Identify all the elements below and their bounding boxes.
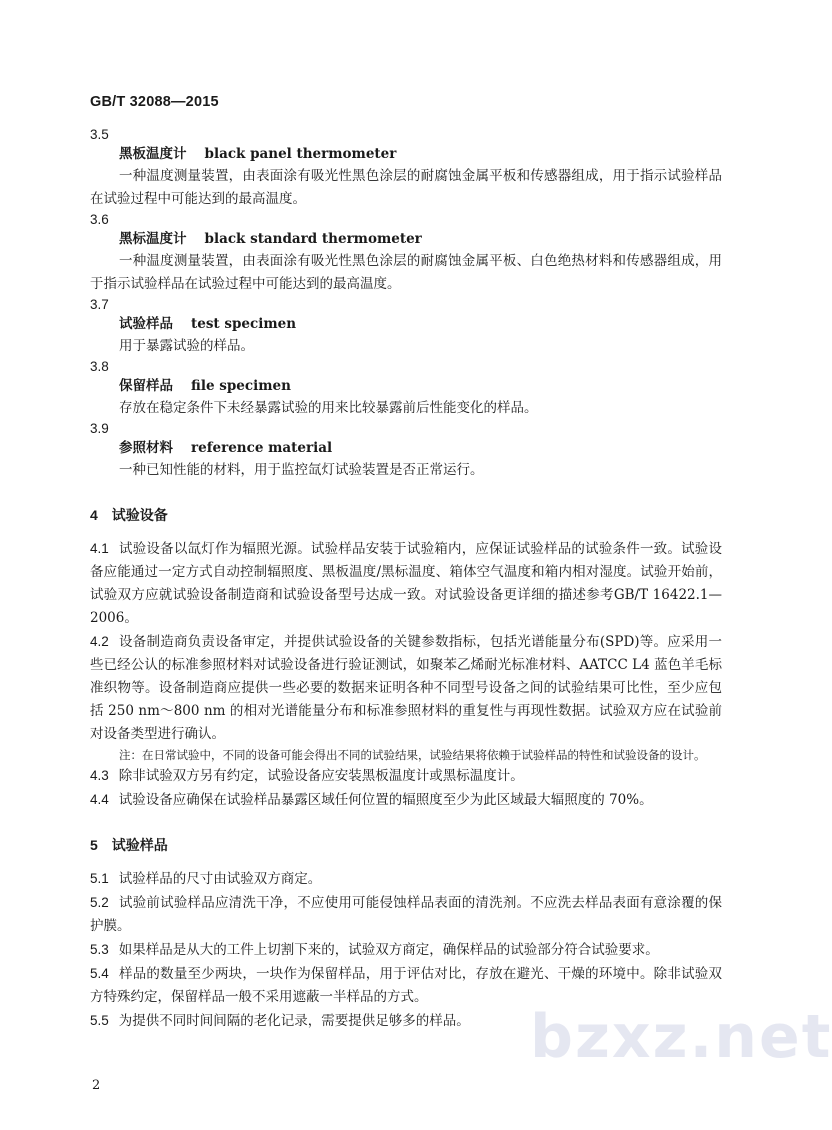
term-cn: 试验样品 [119, 316, 173, 332]
clause [90, 891, 722, 938]
section-heading [90, 834, 722, 857]
clause-number: 4.2 [90, 634, 109, 649]
clause-text: 除非试验双方另有约定，试验设备应安装黑板温度计或黑标温度计。 [118, 768, 524, 784]
clause-number: 5.4 [90, 966, 109, 981]
clause-number: 4.3 [90, 768, 109, 783]
term-en: black standard thermometer [204, 231, 422, 247]
clause-text: 试验前试验样品应清洗干净，不应使用可能侵蚀样品表面的清洗剂。不应洗去样品表面有意涂覆的保护膜。 [90, 895, 722, 934]
term-en: black panel thermometer [204, 146, 397, 162]
term-number: 3.7 [90, 297, 109, 312]
clause-text: 试验样品的尺寸由试验双方商定。 [118, 871, 322, 887]
clause-text: 为提供不同时间间隔的老化记录，需要提供足够多的样品。 [118, 1013, 470, 1029]
clause-number: 4.4 [90, 792, 109, 807]
term-definition: 一种温度测量装置，由表面涂有吸光性黑色涂层的耐腐蚀金属平板、白色绝热材料和传感器组成，用于指示试验样品在试验过程中可能达到的最高温度。 [90, 253, 722, 292]
term-cn: 参照材料 [119, 440, 173, 456]
document-body [90, 126, 722, 1033]
clause-number: 4.1 [90, 541, 109, 556]
term-heading [119, 314, 722, 335]
term-entry [90, 296, 722, 358]
term-en: reference material [191, 440, 333, 456]
term-definition: 一种温度测量装置，由表面涂有吸光性黑色涂层的耐腐蚀金属平板和传感器组成，用于指示试验样品在试验过程中可能达到的最高温度。 [90, 168, 722, 207]
clause [90, 867, 722, 891]
page-number: 2 [92, 1078, 101, 1093]
clause [90, 788, 722, 812]
term-number: 3.9 [90, 421, 109, 436]
clause-number: 5.1 [90, 871, 109, 886]
term-en: test specimen [191, 316, 297, 332]
section-number: 4 [90, 507, 98, 523]
term-heading [119, 376, 722, 397]
term-definition: 一种已知性能的材料，用于监控氙灯试验装置是否正常运行。 [119, 462, 484, 478]
section-heading [90, 504, 722, 527]
term-number: 3.6 [90, 212, 109, 227]
term-entry [90, 126, 722, 211]
section-title: 试验设备 [111, 508, 168, 524]
clause [90, 938, 722, 962]
clause [90, 537, 722, 630]
term-cn: 黑板温度计 [119, 146, 187, 162]
term-entry [90, 211, 722, 296]
clause-text: 样品的数量至少两块，一块作为保留样品，用于评估对比，存放在避光、干燥的环境中。除非试验双方特殊约定，保留样品一般不采用遮蔽一半样品的方式。 [90, 966, 722, 1005]
section-title: 试验样品 [111, 838, 168, 854]
term-definition: 用于暴露试验的样品。 [119, 338, 254, 354]
clause [90, 764, 722, 788]
clause-number: 5.2 [90, 895, 109, 910]
term-entry [90, 420, 722, 482]
term-cn: 黑标温度计 [119, 231, 187, 247]
term-heading [119, 144, 722, 165]
term-number: 3.5 [90, 127, 109, 142]
section-number: 5 [90, 837, 98, 853]
term-number: 3.8 [90, 359, 109, 374]
clause [90, 630, 722, 746]
clause-text: 设备制造商负责设备审定，并提供试验设备的关键参数指标，包括光谱能量分布(SPD)等。应采用一些已经公认的标准参照材料对试验设备进行验证测试，如聚苯乙烯耐光标准材料、AATCC L4 蓝色羊毛标准织物等。设备制造商应提供一些必要的数据来证明各种不同型号设备之间的试验结果可比性，至少应包括 250 nm～800 nm 的相对光谱能量分布和标准参照材料的重复性与再现性数据。试验双方应在试验前对设备类型进行确认。 [90, 634, 722, 742]
standard-id-header: GB/T 32088—2015 [90, 94, 219, 110]
term-en: file specimen [191, 378, 291, 394]
clause-text: 如果样品是从大的工件上切割下来的，试验双方商定，确保样品的试验部分符合试验要求。 [118, 942, 659, 958]
clause-text: 试验设备应确保在试验样品暴露区域任何位置的辐照度至少为此区域最大辐照度的 70%。 [118, 792, 653, 808]
watermark: bzxz.net [530, 1002, 832, 1072]
clause-number: 5.5 [90, 1013, 109, 1028]
term-definition: 存放在稳定条件下未经暴露试验的用来比较暴露前后性能变化的样品。 [119, 400, 538, 416]
note: 注：在日常试验中，不同的设备可能会得出不同的试验结果，试验结果将依赖于试验样品的特性和试验设备的设计。 [119, 748, 706, 762]
term-heading [119, 229, 722, 250]
term-cn: 保留样品 [119, 378, 173, 394]
clause-number: 5.3 [90, 942, 109, 957]
term-entry [90, 358, 722, 420]
term-heading [119, 438, 722, 459]
clause-text: 试验设备以氙灯作为辐照光源。试验样品安装于试验箱内，应保证试验样品的试验条件一致。试验设备应能通过一定方式自动控制辐照度、黑板温度/黑标温度、箱体空气温度和箱内相对湿度。试验开始前，试验双方应就试验设备制造商和试验设备型号达成一致。对试验设备更详细的描述参考GB/T 16422.1—2006。 [90, 541, 722, 626]
